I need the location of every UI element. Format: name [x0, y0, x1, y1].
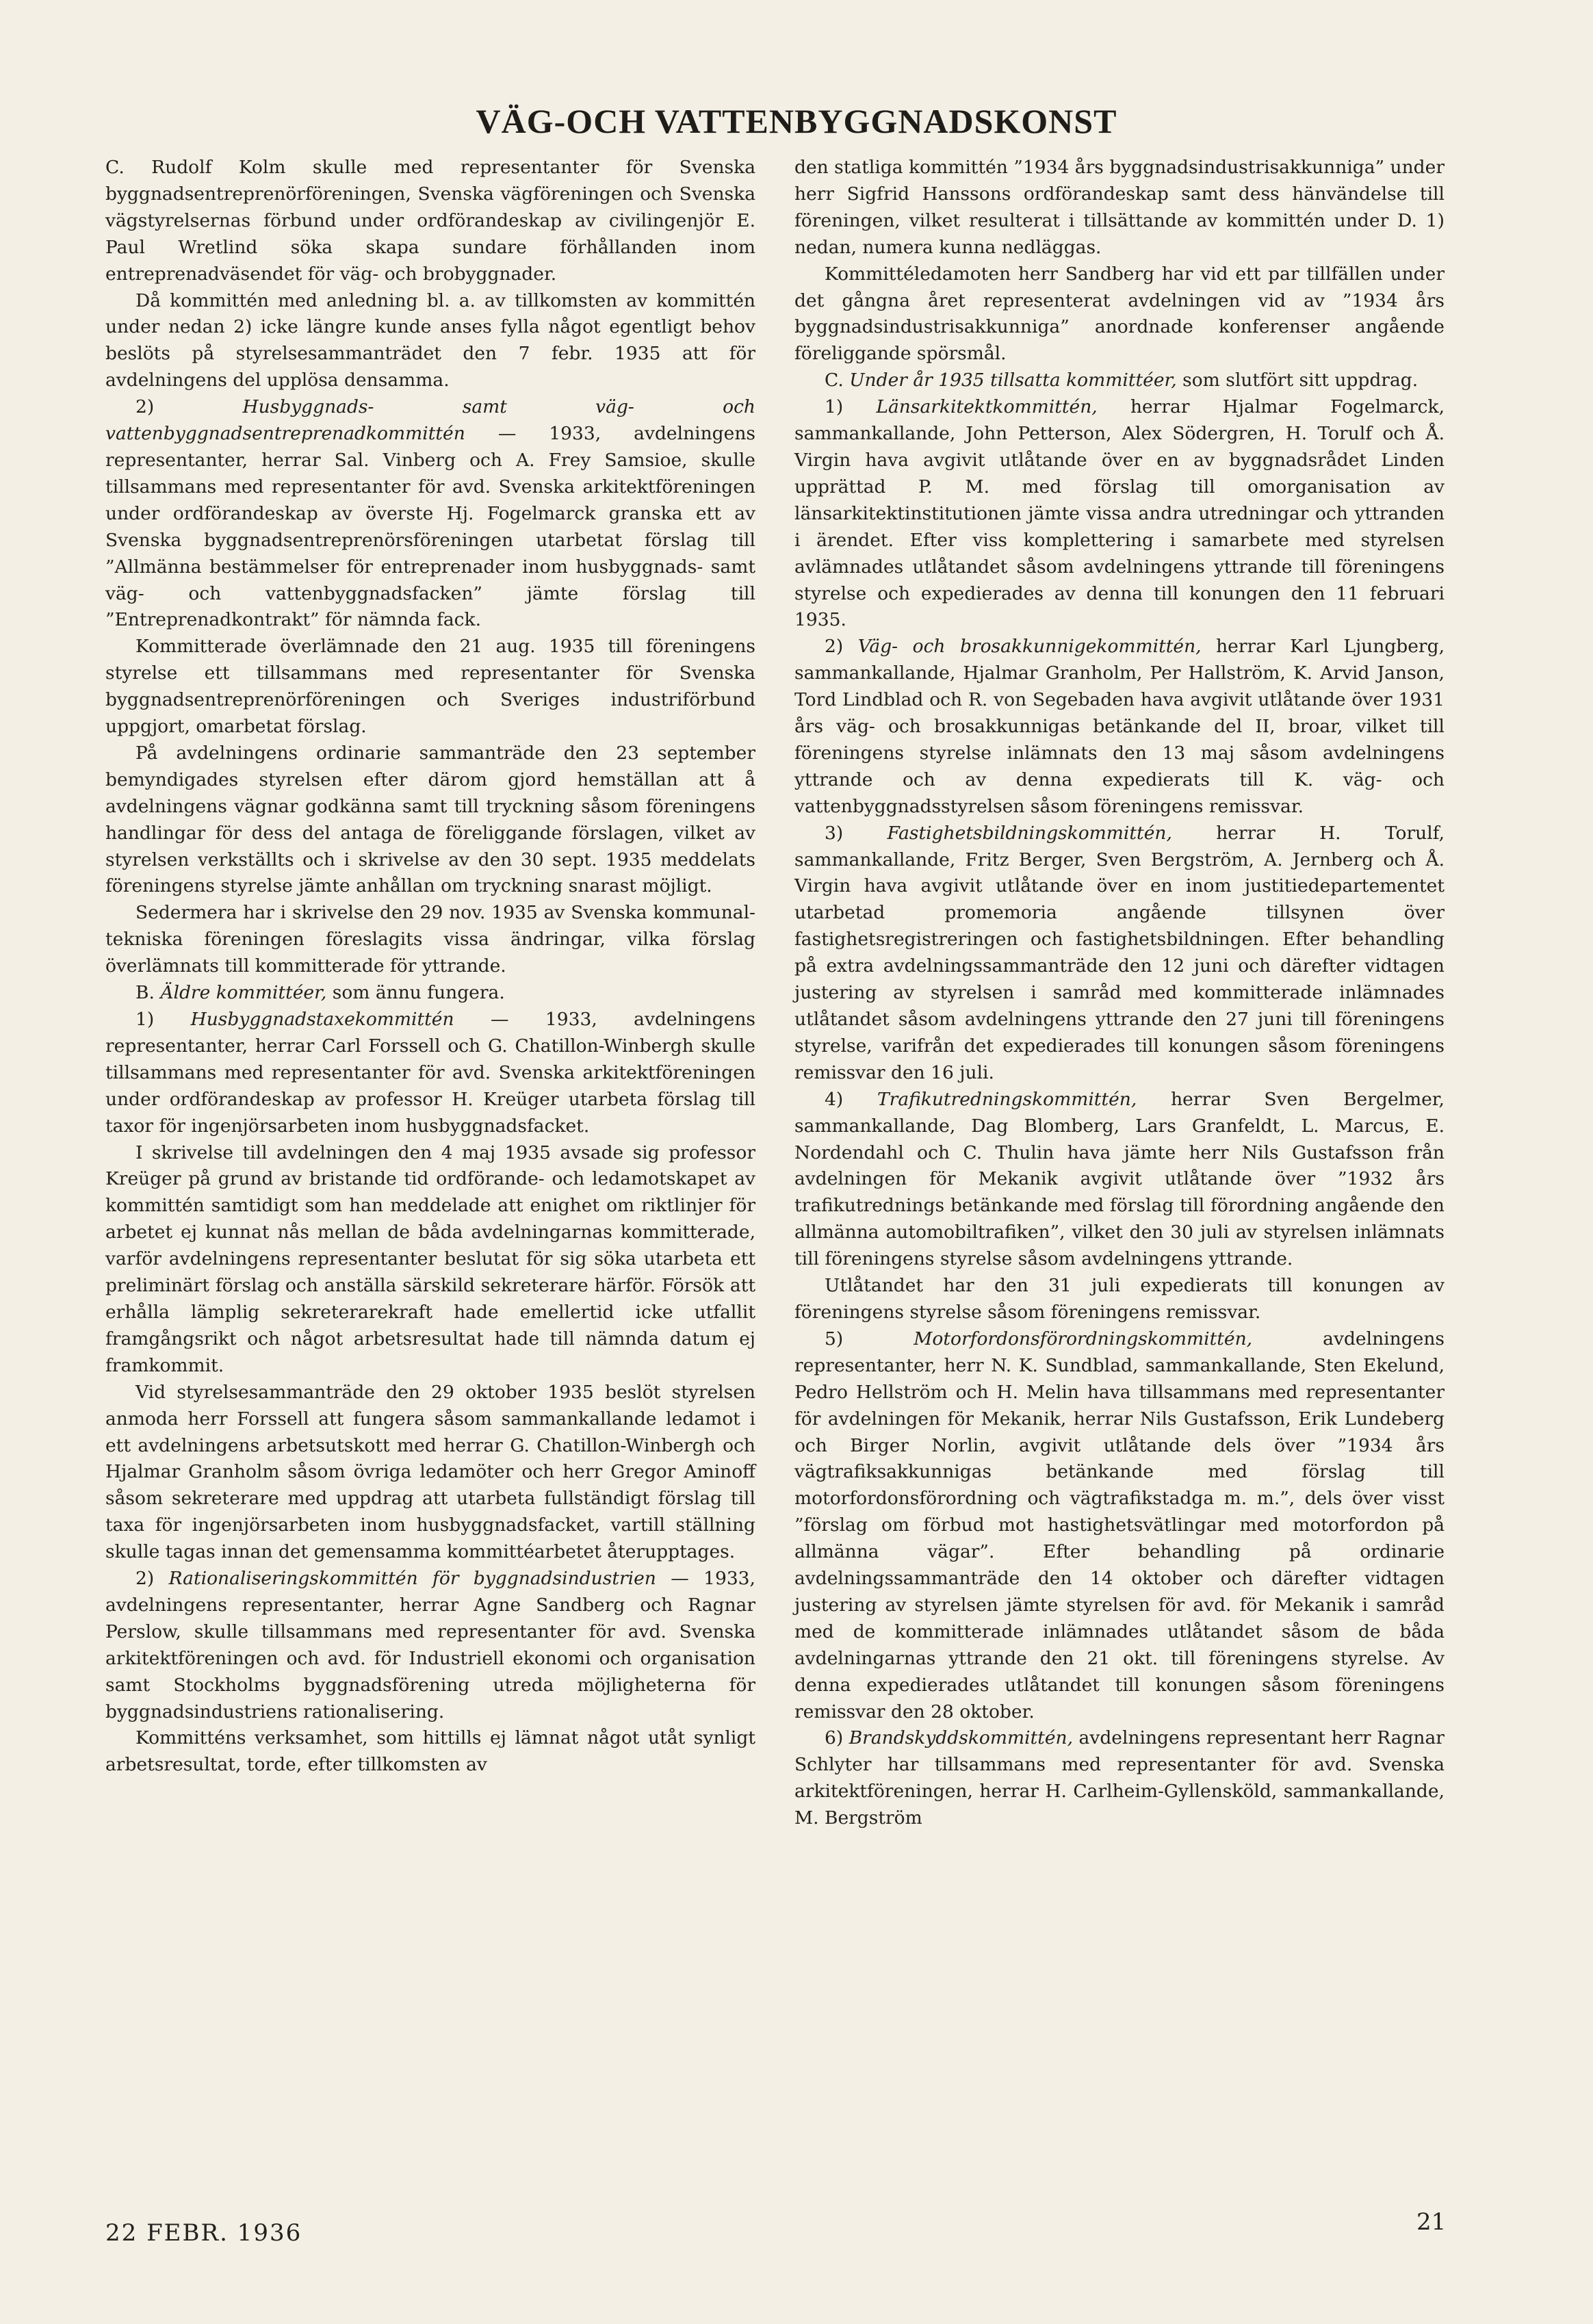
paragraph-text: avdelningens representant herr Ragnar Schlyter har tillsammans med representanter för avd. Svenska arkitektföreningen, herrar H. Carlheim-Gyllensköld, sammankallande, M. Bergström [794, 1727, 1445, 1829]
section-letter: B. [135, 982, 155, 1004]
item-number: 5) [825, 1328, 844, 1350]
committee-title: Husbyggnadstaxekommittén [190, 1009, 454, 1030]
paragraph: Kommitténs verksamhet, som hittills ej lämnat något utåt synligt arbetsresultat, torde, efter tillkomsten av [105, 1727, 755, 1776]
committee-title: Husbyggnads- samt väg- och vattenbyggnadsentreprenadkommittén [105, 396, 755, 445]
committee-title: Trafikutredningskommittén, [877, 1088, 1137, 1110]
item-number: 1) [825, 396, 844, 418]
paragraph: Sedermera har i skrivelse den 29 nov. 1935 av Svenska kommunal-tekniska föreningen föreslagits vissa ändringar, vilka förslag överlämnats till kommitterade för yttrande. [105, 902, 755, 977]
page-number: 21 [1416, 2208, 1447, 2236]
right-column [794, 155, 1445, 1832]
committee-title: Brandskyddskommittén, [849, 1727, 1074, 1749]
section-text: som slutfört sitt uppdrag. [1182, 370, 1419, 391]
paragraph [794, 1326, 1445, 1726]
paragraph-text: avdelningens representanter, herr N. K. Sundblad, sammankallande, Sten Ekelund, Pedro Hellström och H. Melin hava tillsammans med representanter för avdelningen för Mekanik, herrar Nils Gustafsson, Erik Lundeberg och Birger Norlin, avgivit utlåtande dels över ”1934 års vägtrafiksakkunnigas betänkande med förslag till motorfordonsförordning och vägtrafikstadga m. m.”, dels över visst ”förslag om förbud mot hastighetsvätlingar med motorfordon på allmänna vägar”. Efter behandling på ordinarie avdelningssammanträde den 14 oktober och därefter vidtagen justering av styrelsen jämte styrelsen för avd. för Mekanik i samråd med de kommitterade inlämnades utlåtandet såsom de båda avdelningarnas yttrande den 21 okt. till föreningens styrelse. Av denna expedierades utlåtandet till konungen såsom föreningens remissvar den 28 oktober. [794, 1328, 1445, 1722]
committee-title: Motorfordonsförordningskommittén, [914, 1328, 1253, 1350]
paragraph-text: herrar Hjalmar Fogelmarck, sammankallande, John Petterson, Alex Södergren, H. Torulf och Å. Virgin hava avgivit utlåtande över en av byggnadsrådet Linden upprättad P. M. med förslag till omorganisation av länsarkitektinstitutionen jämte vissa andra utredningar och yttranden i ärendet. Efter viss komplettering i samarbete med styrelsen avlämnades utlåtandet såsom avdelningens yttrande till föreningens styrelse och expedierades av denna till konungen den 11 februari 1935. [794, 396, 1445, 631]
item-number: 1) [135, 1009, 155, 1030]
paragraph [105, 1007, 755, 1140]
committee-title: Väg- och brosakkunnigekommittén, [857, 636, 1202, 658]
paragraph-text: — 1933, avdelningens representanter, herrar Carl Forssell och G. Chatillon-Winbergh skulle tillsammans med representanter för avd. Svenska arkitektföreningen under ordförandeskap av professor H. Kreüger utarbeta förslag till taxor för ingenjörsarbeten inom husbyggnadsfacket. [105, 1009, 755, 1137]
committee-title: Rationaliseringskommittén för byggnadsindustrien [168, 1568, 656, 1590]
section-text: som ännu fungera. [332, 982, 505, 1004]
section-heading [105, 980, 755, 1007]
section-heading [794, 367, 1445, 394]
paragraph-text: — 1933, avdelningens representanter, herrar Sal. Vinberg och A. Frey Samsioe, skulle tillsammans med representanter för avd. Svenska arkitektföreningen under ordförandeskap av överste Hj. Fogelmarck granska ett av Svenska byggnadsentreprenörsföreningen utarbetat förslag till ”Allmänna bestämmelser för entreprenader inom husbyggnads- samt väg- och vattenbyggnadsfacken” jämte förslag till ”Entreprenadkontrakt” för nämnda fack. [105, 423, 755, 631]
paragraph: Kommittéledamoten herr Sandberg har vid ett par tillfällen under det gångna året representerat avdelningen vid av ”1934 års byggnadsindustrisakkunniga” anordnade konferenser angående föreliggande spörsmål. [794, 263, 1445, 365]
item-number: 2) [825, 636, 844, 658]
paragraph [794, 634, 1445, 820]
paragraph: Vid styrelsesammanträde den 29 oktober 1935 beslöt styrelsen anmoda herr Forssell att fungera såsom sammankallande ledamot i ett avdelningens arbetsutskott med herrar G. Chatillon-Winbergh och Hjalmar Granholm såsom övriga ledamöter och herr Gregor Aminoff såsom sekreterare med uppdrag att utarbeta fullständigt förslag till taxa för ingenjörsarbeten inom husbyggnadsfacket, vartill ställning skulle tagas innan det gemensamma kommittéarbetet återupptages. [105, 1381, 755, 1563]
paragraph: C. Rudolf Kolm skulle med representanter för Svenska byggnadsentreprenörföreningen, Svenska vägföreningen och Svenska vägstyrelsernas förbund under ordförandeskap av civilingenjör E. Paul Wretlind söka skapa sundare förhållanden inom entreprenadväsendet för väg- och brobyggnader. [105, 157, 755, 285]
section-title: Äldre kommittéer, [160, 982, 327, 1004]
committee-title: Fastighetsbildningskommittén, [887, 822, 1172, 844]
paragraph [794, 394, 1445, 634]
paragraph: Utlåtandet har den 31 juli expedierats till konungen av föreningens styrelse såsom föreningens remissvar. [794, 1275, 1445, 1323]
paragraph-text: — 1933, avdelningens representanter, herrar Agne Sandberg och Ragnar Perslow, skulle tillsammans med representanter för avd. Svenska arkitektföreningen och avd. för Industriell ekonomi och organisation samt Stockholms byggnadsförening utreda möjligheterna för byggnadsindustriens rationalisering. [105, 1568, 755, 1722]
paragraph: den statliga kommittén ”1934 års byggnadsindustrisakkunniga” under herr Sigfrid Hanssons ordförandeskap samt dess hänvändelse till föreningen, vilket resulterat i tillsättande av kommittén under D. 1) nedan, numera kunna nedläggas. [794, 157, 1445, 258]
paragraph [794, 821, 1445, 1087]
issue-date: 22 FEBR. 1936 [105, 2219, 302, 2247]
paragraph: På avdelningens ordinarie sammanträde den 23 september bemyndigades styrelsen efter därom gjord hemställan att å avdelningens vägnar godkänna samt till tryckning såsom föreningens handlingar för dess del antaga de föreliggande förslagen, vilket av styrelsen verkställts och i skrivelse av den 30 sept. 1935 meddelats föreningens styrelse jämte anhållan om tryckning snarast möjligt. [105, 742, 755, 897]
paragraph: Kommitterade överlämnade den 21 aug. 1935 till föreningens styrelse ett tillsammans med representanter för Svenska byggnadsentreprenörföreningen och Sveriges industriförbund uppgjort, omarbetat förslag. [105, 636, 755, 738]
paragraph [105, 394, 755, 634]
item-number: 3) [825, 822, 844, 844]
item-number: 2) [135, 1568, 155, 1590]
paragraph: I skrivelse till avdelningen den 4 maj 1935 avsade sig professor Kreüger på grund av bristande tid ordförande- och ledamotskapet av kommittén samtidigt som han meddelade att enighet om riktlinjer för arbetet ej kunnat nås mellan de båda avdelningarnas kommitterade, varför avdelningens representanter beslutat för sig söka utarbeta ett preliminärt förslag och anställa särskild sekreterare härför. Försök att erhålla lämplig sekreterarekraft hade emellertid icke utfallit framgångsrikt och något arbetsresultat hade till nämnda datum ej framkommit. [105, 1141, 755, 1376]
paragraph-text: herrar Sven Bergelmer, sammankallande, Dag Blomberg, Lars Granfeldt, L. Marcus, E. Nordendahl och C. Thulin hava jämte herr Nils Gustafsson från avdelningen för Mekanik avgivit utlåtande över ”1932 års trafikutrednings betänkande med förslag till förordning angående den allmänna automobiltrafiken”, vilket den 30 juli av styrelsen inlämnats till föreningens styrelse såsom avdelningens yttrande. [794, 1088, 1445, 1270]
item-number: 6) [825, 1727, 844, 1749]
left-column [105, 155, 755, 1779]
paragraph [105, 1566, 755, 1725]
section-title: Under år 1935 tillsatta kommittéer, [849, 370, 1177, 391]
paragraph-text: herrar H. Torulf, sammankallande, Fritz Berger, Sven Bergström, A. Jernberg och Å. Virgin hava avgivit utlåtande över en inom justitiedepartementet utarbetad promemoria angående tillsynen över fastighetsregistreringen och fastighetsbildningen. Efter behandling på extra avdelningssammanträde den 12 juni och därefter vidtagen justering av styrelsen i samråd med kommitterade inlämnades utlåtandet såsom avdelningens yttrande den 27 juni till föreningens styrelse, varifrån det expedierades till konungen såsom föreningens remissvar den 16 juli. [794, 822, 1445, 1083]
paragraph-text: herrar Karl Ljungberg, sammankallande, Hjalmar Granholm, Per Hallström, K. Arvid Janson, Tord Lindblad och R. von Segebaden hava avgivit utlåtande över 1931 års väg- och brosakkunnigas betänkande del II, broar, vilket till föreningens styrelse inlämnats den 13 maj såsom avdelningens yttrande och av denna expedierats till K. väg- och vattenbyggnadsstyrelsen såsom föreningens remissvar. [794, 636, 1445, 817]
item-number: 4) [825, 1088, 844, 1110]
paragraph [794, 1725, 1445, 1832]
paragraph [794, 1087, 1445, 1273]
paragraph: Då kommittén med anledning bl. a. av tillkomsten av kommittén under nedan 2) icke längre kunde anses fylla något egentligt behov beslöts på styrelsesammanträdet den 7 febr. 1935 att för avdelningens del upplösa densamma. [105, 289, 755, 391]
committee-title: Länsarkitektkommittén, [876, 396, 1098, 418]
section-letter: C. [825, 370, 844, 391]
item-number: 2) [135, 396, 155, 418]
running-header: VÄG-OCH VATTENBYGGNADSKONST [476, 102, 1117, 140]
